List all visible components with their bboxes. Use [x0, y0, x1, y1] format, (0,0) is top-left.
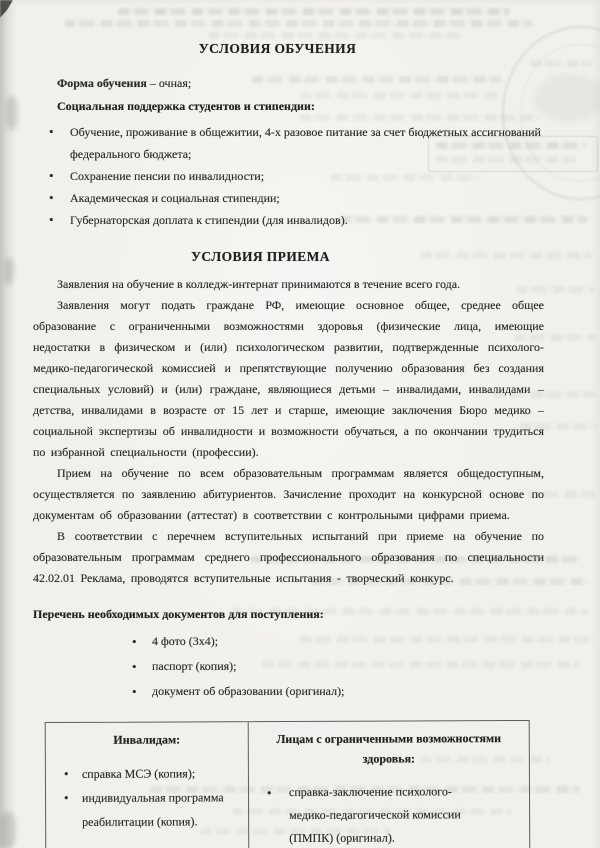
list-item: • Губернаторская доплата к стипендии (для инвалидов). [33, 209, 544, 231]
required-documents-list [119, 629, 544, 704]
paragraph: В соответствии с перечнем вступительных испытаний при приеме на обучение по образовательным программам среднего профессионального образования по специальности 42.02.01 Реклама, проводятся вступительные испытания - творческий конкурс. [33, 529, 544, 585]
section-title-admission-conditions: УСЛОВИЯ ПРИЕМА [191, 249, 330, 264]
table-cell-limited-health [249, 721, 530, 848]
list-item: • справка-заключение психолого-медико-педагогической комиссии (ПМПК) (оригинал). [257, 780, 521, 848]
required-documents-heading: Перечень необходимых документов для поступления: [33, 607, 324, 621]
table-header-limited-health: Лицам с ограниченными возможностями здоровья: [276, 731, 502, 766]
list-item: • Академическая и социальная стипендии; [33, 187, 544, 209]
paragraph: Заявления на обучение в колледж-интернат принимаются в течение всего года. [57, 277, 461, 291]
table-cell-invalids [46, 722, 250, 848]
limited-health-documents-list [257, 780, 521, 848]
paragraph: Прием на обучение по всем образовательным программам является общедоступным, осуществляется по заявлению абитуриентов. Зачисление проходит на конкурсной основе по документам об образовании (аттестат) в соответствии с контрольными цифрами приема. [33, 466, 544, 522]
social-support-heading: Социальная поддержка студентов и стипендии: [57, 99, 315, 113]
list-item: • 4 фото (3х4); [119, 629, 544, 654]
list-item: • паспорт (копия); [119, 654, 544, 679]
list-item: • Обучение, проживание в общежитии, 4-х разовое питание за счет бюджетных ассигнований федерального бюджета; [33, 121, 544, 165]
documents-table [45, 720, 531, 848]
form-of-study-value: – очная; [149, 76, 192, 90]
list-item: • индивидуальная программа реабилитации (копия). [54, 785, 240, 834]
social-support-list [33, 121, 544, 231]
table-header-invalids: Инвалидам: [113, 732, 181, 747]
paragraph: Заявления могут подать граждане РФ, имеющие основное общее, среднее общее образование с ограниченными возможностями здоровья (физические лица, имеющие недостатки в физическом и (или) психологическом развитии, подтвержденные психолого-медико-педагогической комиссией и препятствующие получению образования без создания специальных условий) и (или) граждане, являющиеся детьми – инвалидами, инвалидами – детства, инвалидами в возрасте от 15 лет и старше, имеющие заключения Бюро медико – социальной экспертизы об инвалидности и возможности обучаться, а по окончании трудиться по избранной специальности (профессии). [33, 298, 544, 459]
list-item: • Сохранение пенсии по инвалидности; [33, 165, 544, 187]
section-title-study-conditions: УСЛОВИЯ ОБУЧЕНИЯ [198, 41, 357, 56]
list-item: • справка МСЭ (копия); [54, 761, 240, 786]
list-item: • документ об образовании (оригинал); [119, 679, 544, 704]
invalids-documents-list [54, 761, 240, 834]
form-of-study-line [57, 72, 544, 94]
form-of-study-label: Форма обучения [57, 76, 147, 90]
